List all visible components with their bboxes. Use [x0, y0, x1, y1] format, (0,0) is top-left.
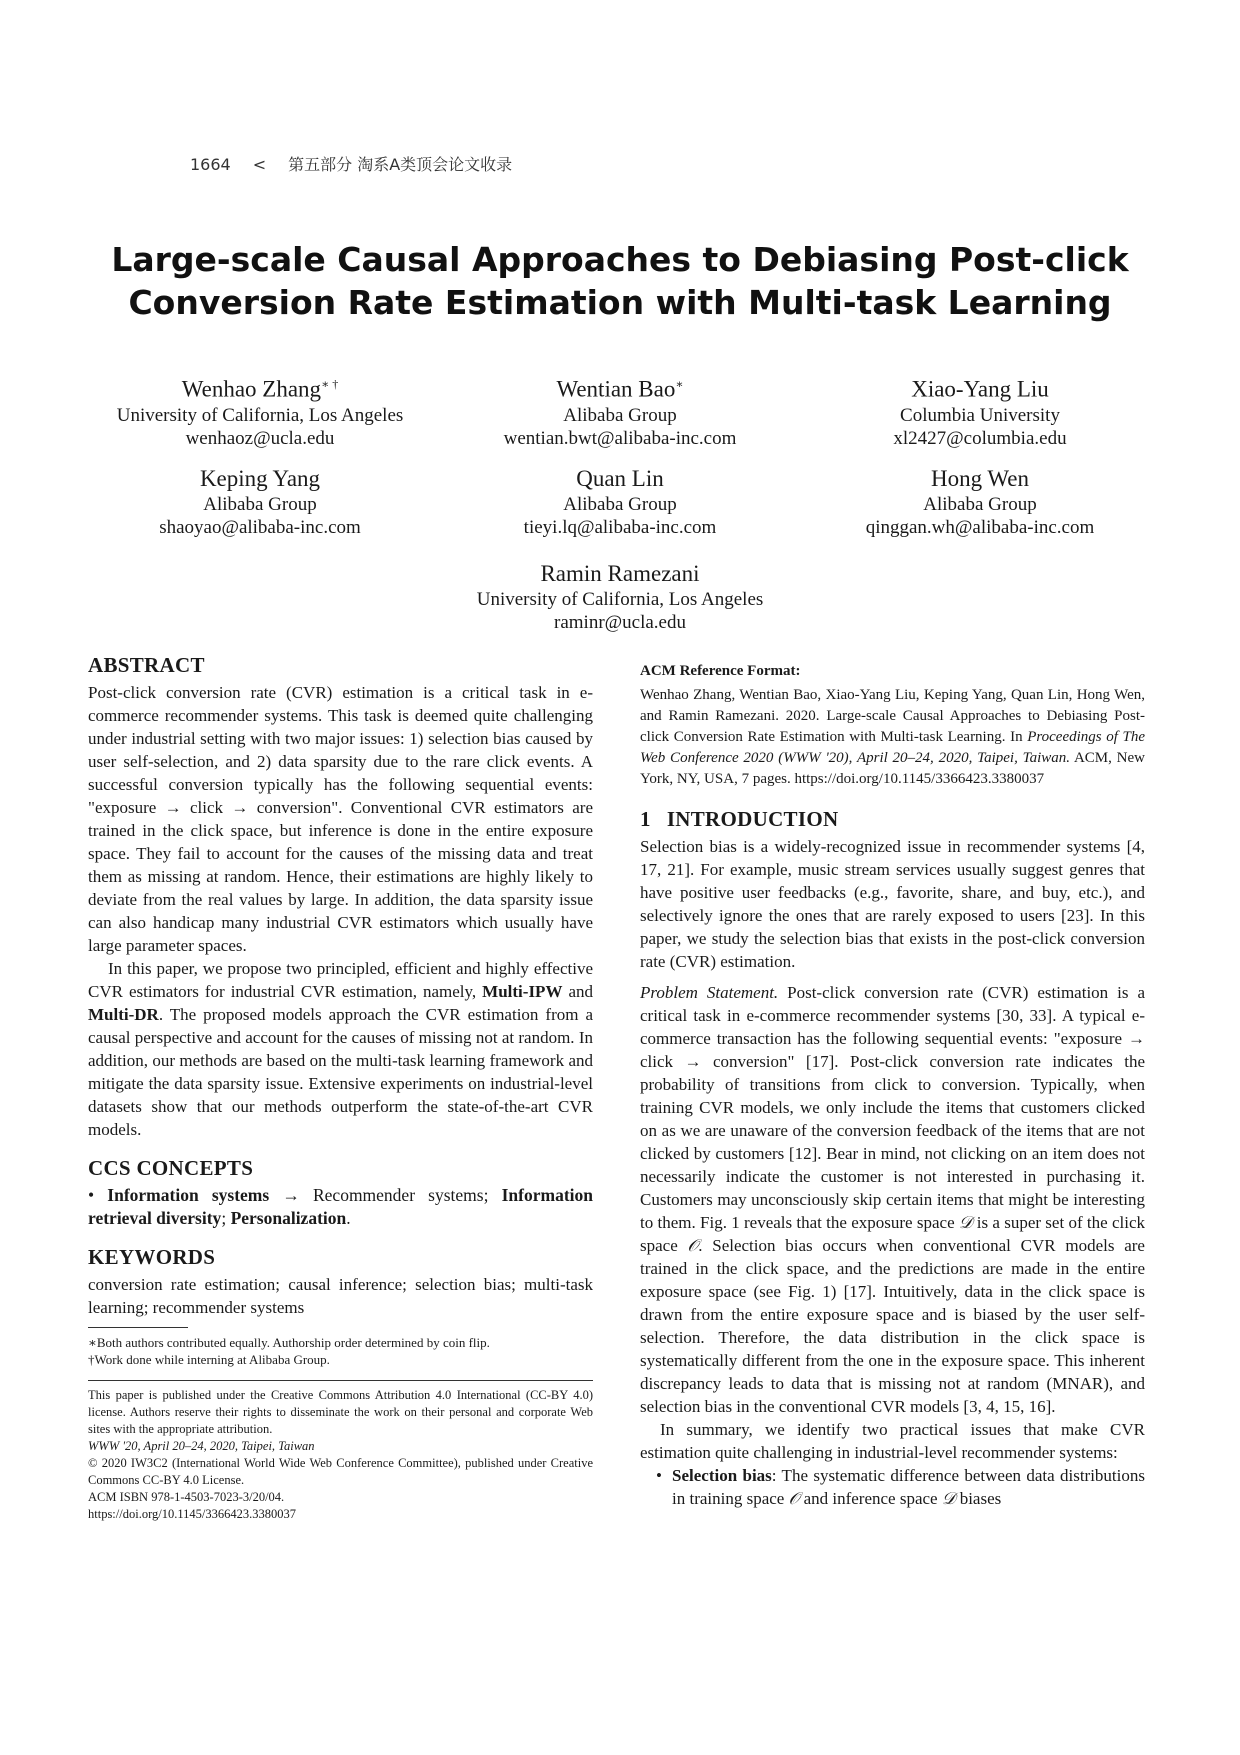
- author-name: Hong Wen: [930, 466, 1030, 491]
- keywords-heading: KEYWORDS: [88, 1245, 216, 1269]
- author-affiliation: Alibaba Group: [923, 494, 1037, 515]
- author-mark: ∗: [675, 377, 684, 391]
- author-name: Wentian Bao: [556, 376, 676, 402]
- author-card: [445, 465, 795, 539]
- abstract-heading: ABSTRACT: [88, 653, 205, 677]
- footnote-divider: [88, 1327, 188, 1328]
- author-email: shaoyao@alibaba-inc.com: [159, 517, 361, 538]
- author-card: [795, 370, 1165, 450]
- introduction-heading: 1 INTRODUCTION: [640, 807, 839, 831]
- title-line-2: Conversion Rate Estimation with Multi-task Learning: [128, 283, 1112, 322]
- left-column: [88, 654, 593, 1523]
- author-affiliation: Alibaba Group: [563, 404, 677, 426]
- footnote-2: †Work done while interning at Alibaba Group.: [88, 1352, 330, 1367]
- abstract-paragraph-2: In this paper, we propose two principled, efficient and highly effective CVR estimators for industrial CVR estimation, namely, Multi-IPW and Multi-DR. The proposed models approach the CVR estimation from a causal perspective and account for the causes of missing not at random. In addition, our methods are based on the multi-task learning framework and mitigate the data sparsity issue. Extensive experiments on industrial-level datasets show that our methods outperform the state-of-the-art CVR models.: [88, 959, 594, 1139]
- author-email: qinggan.wh@alibaba-inc.com: [865, 517, 1095, 538]
- intro-paragraph-1: Selection bias is a widely-recognized issue in recommender systems [4, 17, 21]. For example, music stream services usually suggest genres that have positive user feedbacks (e.g., favorite, share, and buy, etc.), and selectively ignore the ones that are rarely exposed to users [23]. In this paper, we study the selection bias that exists in the post-click conversion rate (CVR) estimation.: [640, 837, 1145, 971]
- author-affiliation: Columbia University: [900, 404, 1060, 426]
- running-header: [190, 152, 512, 175]
- ccs-heading: CCS CONCEPTS: [88, 1156, 254, 1180]
- author-card: [75, 465, 445, 539]
- list-item: • Selection bias: The systematic difference between data distributions in training space 𝒪 and inference space 𝒟 biases: [672, 1464, 1145, 1510]
- author-name: Xiao-Yang Liu: [911, 376, 1049, 402]
- author-name: Quan Lin: [576, 466, 664, 491]
- intro-paragraph-2: Problem Statement. Post-click conversion rate (CVR) estimation is a critical task in e-commerce recommender systems [30, 33]. A typical e-commerce transaction has the following sequential events: "exposure → click → conversion" [17]. Post-click conversion rate indicates the probability of transitions from click to conversion. Typically, when training CVR models, we only include the items that customers clicked on as we are unaware of the conversion feedback of the items that are not clicked by customers [12]. Bear in mind, not clicking on an item does not necessarily indicate the customer is not interested in purchasing it. Customers may unconsciously skip certain items that might be interesting to them. Fig. 1 reveals that the exposure space 𝒟 is a super set of the click space 𝒪. Selection bias occurs when conventional CVR models are trained in the click space, and the predictions are made in the entire exposure space (see Fig. 1) [17]. Intuitively, data in the click space is drawn from the entire exposure space and is biased by the user self-selection. Therefore, the data distribution in the click space is systematically different from the one in the exposure space. This inherent discrepancy leads to data that is missing not at random (MNAR), and selection bias in the conventional CVR models [3, 4, 15, 16].: [640, 983, 1145, 1416]
- author-affiliation: Alibaba Group: [203, 494, 317, 515]
- author-mark: ∗ †: [321, 377, 339, 391]
- author-name: Ramin Ramezani: [540, 561, 700, 586]
- intro-paragraph-3: In summary, we identify two practical issues that make CVR estimation quite challenging in industrial-level recommender systems:: [640, 1420, 1145, 1462]
- footnote-1: ∗Both authors contributed equally. Authorship order determined by coin flip.: [88, 1335, 490, 1350]
- author-email: xl2427@columbia.edu: [893, 427, 1067, 449]
- ccs-concepts: • Information systems → Recommender systems; Information retrieval diversity; Personalization.: [88, 1185, 594, 1228]
- title-line-1: Large-scale Causal Approaches to Debiasing Post-click: [111, 240, 1129, 279]
- keywords-text: conversion rate estimation; causal inference; selection bias; multi-task learning; recommender systems: [88, 1275, 593, 1317]
- license-isbn: ACM ISBN 978-1-4503-7023-3/20/04.: [88, 1490, 285, 1504]
- abstract-paragraph-1: Post-click conversion rate (CVR) estimation is a critical task in e-commerce recommender systems. This task is deemed quite challenging under industrial setting with two major issues: 1) selection bias caused by user self-selection, and 2) data sparsity due to the rare click events. A successful conversion typically has the following sequential events: "exposure → click → conversion". Conventional CVR estimators are trained in the click space, but inference is done in the entire exposure space. They fail to account for the causes of the missing data and treat them as missing at random. Hence, their estimations are highly likely to deviate from the real values by large. In addition, the data sparsity issue can also handicap many industrial CVR estimators which usually have large parameter spaces.: [88, 683, 593, 955]
- license-doi: https://doi.org/10.1145/3366423.3380037: [88, 1507, 296, 1521]
- page-number: 1664: [190, 155, 231, 174]
- author-card: [795, 465, 1165, 539]
- author-card: [75, 370, 445, 450]
- author-email: wentian.bwt@alibaba-inc.com: [503, 427, 737, 449]
- author-card: [410, 560, 830, 634]
- author-email: wenhaoz@ucla.edu: [185, 427, 335, 449]
- license-divider: [88, 1380, 593, 1381]
- author-affiliation: University of California, Los Angeles: [116, 404, 404, 426]
- header-separator: <: [252, 155, 267, 174]
- author-email: tieyi.lq@alibaba-inc.com: [523, 517, 717, 538]
- license-text: This paper is published under the Creative Commons Attribution 4.0 International (CC-BY 4.0) license. Authors reserve their rights to disseminate the work on their personal and corporate Web sites with the appropriate attribution.: [88, 1388, 593, 1436]
- model-name-multi-ipw: Multi-IPW: [482, 982, 563, 1001]
- authors-row-2: [0, 465, 1240, 539]
- acm-reference-heading: ACM Reference Format:: [640, 663, 801, 679]
- problem-statement-label: Problem Statement.: [640, 983, 779, 1002]
- license-copyright: © 2020 IW3C2 (International World Wide Web Conference Committee), published under Creative Commons CC-BY 4.0 License.: [88, 1456, 593, 1487]
- author-card: [445, 370, 795, 450]
- header-section: 第五部分 淘系A类顶会论文收录: [288, 155, 513, 174]
- authors-row-1: [0, 370, 1240, 450]
- authors-row-3: [0, 560, 1240, 634]
- issues-list: [672, 1464, 1145, 1510]
- author-email: raminr@ucla.edu: [554, 612, 686, 633]
- paper-title: [0, 238, 1240, 324]
- acm-reference-text: Wenhao Zhang, Wentian Bao, Xiao-Yang Liu, Keping Yang, Quan Lin, Hong Wen, and Ramin Ramezani. 2020. Large-scale Causal Approaches to Debiasing Post-click Conversion Rate Estimation with Multi-task Learning. In Proceedings of The Web Conference 2020 (WWW '20), April 20–24, 2020, Taipei, Taiwan. ACM, New York, NY, USA, 7 pages. https://doi.org/10.1145/3366423.3380037: [640, 687, 1146, 787]
- right-column: [640, 660, 1145, 1510]
- license-venue: WWW '20, April 20–24, 2020, Taipei, Taiwan: [88, 1439, 315, 1453]
- author-name: Wenhao Zhang: [181, 376, 322, 402]
- author-name: Keping Yang: [199, 466, 321, 491]
- model-name-multi-dr: Multi-DR: [88, 1005, 159, 1024]
- author-affiliation: Alibaba Group: [563, 494, 677, 515]
- author-affiliation: University of California, Los Angeles: [476, 589, 764, 610]
